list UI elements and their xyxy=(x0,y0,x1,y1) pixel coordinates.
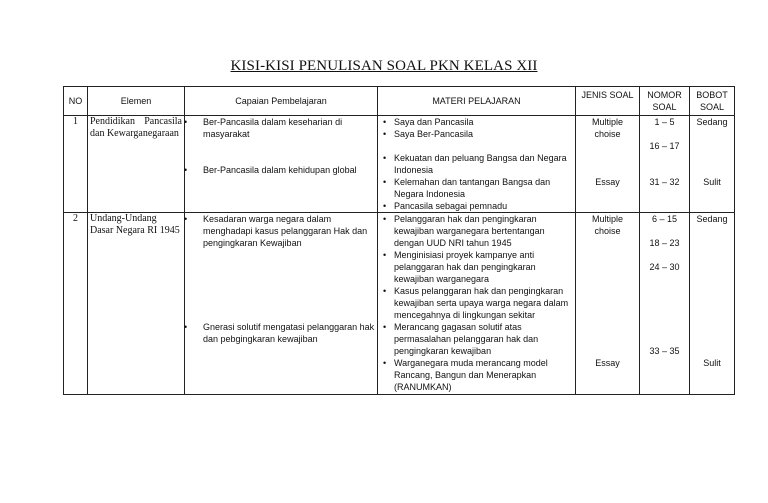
header-nomor-line2: SOAL xyxy=(652,102,677,112)
jenis-soal-mc: Multiple choise xyxy=(591,117,623,139)
materi-list xyxy=(380,213,573,393)
list-item: • Saya Ber-Pancasila xyxy=(380,128,573,140)
header-nomor-line1: NOMOR xyxy=(647,90,682,100)
bobot-soal-value: Sedang xyxy=(696,214,728,224)
cell-capaian xyxy=(185,213,378,395)
list-item: • Warganegara muda merancang model Rancang, Bangun dan Menerapkan (RANUMKAN) xyxy=(380,357,573,393)
jenis-soal-essay: Essay xyxy=(595,358,620,368)
bobot-soal-value: Sedang xyxy=(696,117,728,127)
cell-materi xyxy=(378,116,576,213)
materi-list xyxy=(380,116,573,212)
document-title: KISI-KISI PENULISAN SOAL PKN KELAS XII xyxy=(230,58,538,74)
header-nomor-soal xyxy=(640,87,690,116)
nomor-soal-range: 33 – 35 xyxy=(649,346,680,356)
header-no: NO xyxy=(64,87,88,116)
list-item: • Ber-Pancasila dalam kehidupan global xyxy=(187,164,375,176)
list-item: • Gnerasi solutif mengatasi pelanggaran hak dan pebgingkaran kewajiban xyxy=(187,321,375,345)
cell-nomor-soal xyxy=(640,116,690,213)
list-item: • Kekuatan dan peluang Bangsa dan Negara Indonesia xyxy=(380,152,573,176)
bobot-soal-value: Sulit xyxy=(703,177,721,187)
header-jenis-soal: JENIS SOAL xyxy=(576,87,640,116)
nomor-soal-range: 24 – 30 xyxy=(649,262,680,272)
nomor-soal-range: 31 – 32 xyxy=(649,177,680,187)
cell-bobot-soal xyxy=(690,116,735,213)
cell-jenis-soal xyxy=(576,213,640,395)
header-capaian: Capaian Pembelajaran xyxy=(185,87,378,116)
list-item: • Merancang gagasan solutif atas permasalahan pelanggaran hak dan pengingkaran kewajiban xyxy=(380,321,573,357)
header-elemen: Elemen xyxy=(88,87,185,116)
kisi-kisi-table xyxy=(63,86,735,395)
jenis-soal-mc: Multiple choise xyxy=(591,214,623,236)
cell-capaian xyxy=(185,116,378,213)
nomor-soal-range: 1 – 5 xyxy=(654,117,675,127)
list-item: • Kesadaran warga negara dalam menghadapi kasus pelanggaran Hak dan pengingkaran Kewajiban xyxy=(187,213,375,249)
list-item: • Pancasila sebagai pemnadu xyxy=(380,200,573,212)
cell-nomor-soal xyxy=(640,213,690,395)
list-item: • Ber-Pancasila dalam keseharian di masyarakat xyxy=(187,116,375,140)
cell-elemen: Pendidikan Pancasila dan Kewarganegaraan xyxy=(88,116,185,213)
capaian-list xyxy=(187,116,375,176)
header-bobot-soal xyxy=(690,87,735,116)
nomor-soal-range: 18 – 23 xyxy=(649,238,680,248)
nomor-soal-range: 6 – 15 xyxy=(651,214,678,224)
cell-no: 2 xyxy=(64,213,88,395)
list-item: • Saya dan Pancasila xyxy=(380,116,573,128)
list-item: • Kasus pelanggaran hak dan pengingkaran kewajiban serta upaya warga negara dalam mencegahnya di lingkungan sekitar xyxy=(380,285,573,321)
list-item: • Menginisiasi proyek kampanye anti pelanggaran hak dan pengingkaran kewajiban warganegara xyxy=(380,249,573,285)
table-row xyxy=(64,116,735,213)
header-bobot-line1: BOBOT xyxy=(696,90,728,100)
table-row xyxy=(64,213,735,395)
header-row xyxy=(64,87,735,116)
cell-elemen: Undang-Undang Dasar Negara RI 1945 xyxy=(88,213,185,395)
cell-materi xyxy=(378,213,576,395)
header-bobot-line2: SOAL xyxy=(699,102,724,112)
list-item: • Kelemahan dan tantangan Bangsa dan Negara Indonesia xyxy=(380,176,573,200)
jenis-soal-essay: Essay xyxy=(595,177,620,187)
bobot-soal-value: Sulit xyxy=(703,358,721,368)
cell-jenis-soal xyxy=(576,116,640,213)
header-materi: MATERI PELAJARAN xyxy=(378,87,576,116)
cell-no: 1 xyxy=(64,116,88,213)
list-item: • Pelanggaran hak dan pengingkaran kewajiban warganegara bertentangan dengan UUD NRI tahun 1945 xyxy=(380,213,573,249)
capaian-list xyxy=(187,213,375,345)
nomor-soal-range: 16 – 17 xyxy=(649,141,680,151)
cell-bobot-soal xyxy=(690,213,735,395)
